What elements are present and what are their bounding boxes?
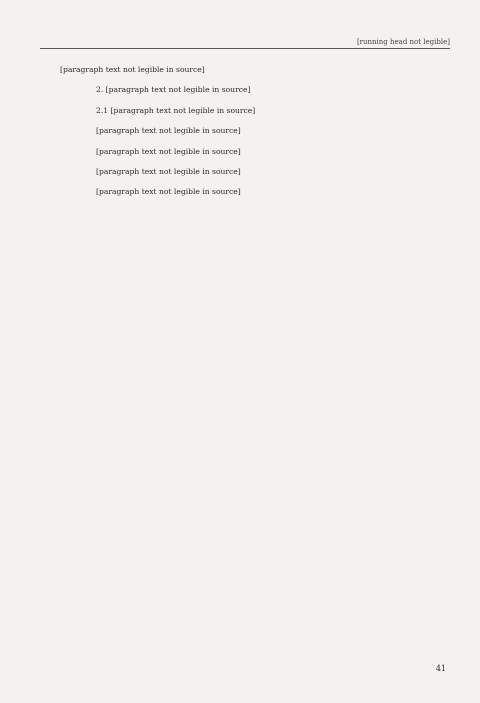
paragraph: [paragraph text not legible in source]	[96, 146, 241, 156]
paragraph: [paragraph text not legible in source]	[60, 65, 205, 74]
page-number: 41	[435, 664, 446, 673]
paragraph: [paragraph text not legible in source]	[96, 187, 241, 197]
body-text	[60, 62, 452, 205]
running-head: [running head not legible]	[40, 38, 450, 49]
paragraph: 2. [paragraph text not legible in source]	[96, 85, 251, 95]
paragraph: [paragraph text not legible in source]	[96, 126, 241, 136]
paragraph: [paragraph text not legible in source]	[96, 167, 241, 177]
paragraph: 2.1 [paragraph text not legible in source]	[96, 105, 256, 115]
